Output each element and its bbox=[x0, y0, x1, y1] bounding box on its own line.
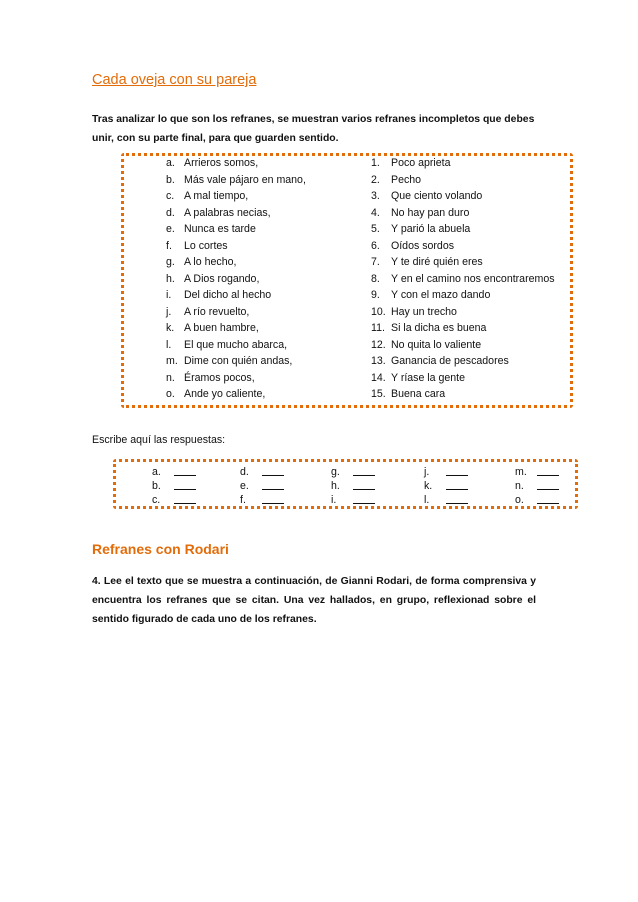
answer-slot bbox=[152, 493, 196, 507]
answer-letter: k. bbox=[424, 480, 433, 492]
answer-blank-line[interactable] bbox=[353, 479, 375, 490]
answer-slot bbox=[240, 465, 284, 479]
proverb-ending-item bbox=[371, 337, 555, 354]
item-letter: j. bbox=[166, 305, 172, 318]
item-text: A lo hecho, bbox=[184, 256, 237, 268]
proverb-beginning-item bbox=[166, 254, 306, 271]
item-text: Lo cortes bbox=[184, 239, 228, 252]
item-text: Éramos pocos, bbox=[184, 371, 255, 384]
item-text: A río revuelto, bbox=[184, 305, 250, 318]
item-text: A buen hambre, bbox=[184, 322, 259, 334]
item-number: 15. bbox=[371, 388, 386, 400]
answer-column bbox=[240, 465, 284, 507]
item-text: Poco aprieta bbox=[391, 157, 451, 169]
answer-letter: l. bbox=[424, 494, 430, 506]
item-letter: b. bbox=[166, 173, 175, 186]
proverb-ending-item bbox=[371, 238, 555, 255]
proverb-beginning-item bbox=[166, 353, 306, 370]
item-letter: i. bbox=[166, 289, 172, 301]
item-text: Del dicho al hecho bbox=[184, 289, 272, 301]
answer-letter: f. bbox=[240, 494, 246, 506]
proverb-beginning-item bbox=[166, 205, 306, 222]
item-letter: f. bbox=[166, 239, 172, 252]
answer-letter: i. bbox=[331, 494, 337, 506]
answer-slot bbox=[240, 493, 284, 507]
proverb-beginning-item bbox=[166, 386, 306, 403]
proverb-beginning-item bbox=[166, 320, 306, 337]
answer-blank-line[interactable] bbox=[353, 493, 375, 504]
proverb-beginning-item bbox=[166, 304, 306, 321]
answer-letter: m. bbox=[515, 466, 527, 478]
item-number: 5. bbox=[371, 223, 380, 235]
answer-blank-line[interactable] bbox=[446, 493, 468, 504]
proverb-ending-item bbox=[371, 287, 555, 304]
proverb-endings-list bbox=[371, 155, 555, 403]
item-letter: d. bbox=[166, 206, 175, 219]
item-text: Nunca es tarde bbox=[184, 223, 256, 235]
answer-column bbox=[331, 465, 375, 507]
item-number: 6. bbox=[371, 239, 380, 252]
item-text: Pecho bbox=[391, 173, 422, 186]
item-text: A palabras necias, bbox=[184, 206, 271, 219]
answer-blank-line[interactable] bbox=[446, 479, 468, 490]
proverb-beginning-item bbox=[166, 337, 306, 354]
answer-column bbox=[515, 465, 559, 507]
item-letter: k. bbox=[166, 322, 175, 334]
item-text: El que mucho abarca, bbox=[184, 338, 288, 351]
proverb-beginning-item bbox=[166, 155, 306, 172]
proverb-ending-item bbox=[371, 205, 555, 222]
item-letter: c. bbox=[166, 190, 175, 202]
item-text: Arrieros somos, bbox=[184, 157, 259, 169]
item-letter: o. bbox=[166, 388, 175, 400]
item-text: Y parió la abuela bbox=[391, 223, 471, 235]
answer-letter: j. bbox=[424, 466, 430, 478]
item-number: 9. bbox=[371, 289, 380, 301]
item-text: Ande yo caliente, bbox=[184, 388, 266, 400]
answer-slot bbox=[331, 479, 375, 493]
answer-slot bbox=[152, 465, 196, 479]
proverb-ending-item bbox=[371, 254, 555, 271]
answer-letter: a. bbox=[152, 466, 161, 478]
answer-blank-line[interactable] bbox=[262, 479, 284, 490]
item-letter: l. bbox=[166, 338, 172, 351]
item-letter: a. bbox=[166, 157, 175, 169]
item-letter: h. bbox=[166, 272, 175, 285]
answer-letter: h. bbox=[331, 480, 340, 492]
proverb-ending-item bbox=[371, 271, 555, 288]
item-number: 13. bbox=[371, 355, 386, 367]
answer-blank-line[interactable] bbox=[537, 465, 559, 476]
answer-slot bbox=[515, 479, 559, 493]
item-letter: n. bbox=[166, 371, 175, 384]
proverb-ending-item bbox=[371, 221, 555, 238]
answer-letter: d. bbox=[240, 466, 249, 478]
item-text: Y te diré quién eres bbox=[391, 256, 483, 268]
answer-letter: e. bbox=[240, 480, 249, 492]
item-text: Y con el mazo dando bbox=[391, 289, 491, 301]
item-number: 14. bbox=[371, 371, 386, 384]
section-title-cada-oveja: Cada oveja con su pareja bbox=[92, 72, 257, 88]
item-text: Buena cara bbox=[391, 388, 446, 400]
proverb-beginning-item bbox=[166, 287, 306, 304]
item-text: Hay un trecho bbox=[391, 305, 457, 318]
rodari-instructions: 4. Lee el texto que se muestra a continuación, de Gianni Rodari, de forma comprensiva y encuentra los refranes que se citan. Una vez hallados, en grupo, reflexionad sobre el sentido figurado de cada uno de los refranes. bbox=[92, 576, 536, 625]
item-number: 11. bbox=[371, 322, 385, 334]
proverb-ending-item bbox=[371, 172, 555, 189]
item-text: Dime con quién andas, bbox=[184, 355, 293, 367]
answer-slot bbox=[331, 493, 375, 507]
answer-blank-line[interactable] bbox=[262, 465, 284, 476]
item-text: A mal tiempo, bbox=[184, 190, 249, 202]
proverb-beginning-item bbox=[166, 370, 306, 387]
proverb-ending-item bbox=[371, 370, 555, 387]
answer-letter: c. bbox=[152, 494, 161, 506]
item-letter: m. bbox=[166, 355, 178, 367]
item-number: 2. bbox=[371, 173, 380, 186]
item-text: Y ríase la gente bbox=[391, 371, 466, 384]
proverb-beginning-item bbox=[166, 221, 306, 238]
intro-line-1: Tras analizar lo que son los refranes, se muestran varios refranes incompletos que debes bbox=[92, 114, 535, 125]
answer-letter: b. bbox=[152, 480, 161, 492]
item-text: Y en el camino nos encontraremos bbox=[391, 272, 555, 285]
section-title-rodari: Refranes con Rodari bbox=[92, 541, 229, 557]
answer-letter: o. bbox=[515, 494, 524, 506]
proverb-beginning-item bbox=[166, 271, 306, 288]
proverb-ending-item bbox=[371, 353, 555, 370]
answers-label: Escribe aquí las respuestas: bbox=[92, 434, 226, 446]
item-number: 4. bbox=[371, 206, 380, 219]
intro-line-2: unir, con su parte final, para que guarden sentido. bbox=[92, 133, 339, 144]
answer-column bbox=[152, 465, 196, 507]
item-number: 3. bbox=[371, 190, 380, 202]
answer-slot bbox=[515, 493, 559, 507]
item-text: No hay pan duro bbox=[391, 206, 470, 219]
answer-slot bbox=[424, 479, 468, 493]
answer-blank-line[interactable] bbox=[174, 479, 196, 490]
answer-letter: g. bbox=[331, 466, 340, 478]
answer-blank-line[interactable] bbox=[353, 465, 375, 476]
proverb-ending-item bbox=[371, 386, 555, 403]
answer-blank-line[interactable] bbox=[174, 493, 196, 504]
item-text: Oídos sordos bbox=[391, 239, 455, 252]
item-letter: e. bbox=[166, 223, 175, 235]
item-letter: g. bbox=[166, 256, 175, 268]
item-number: 1. bbox=[371, 157, 380, 169]
answer-column bbox=[424, 465, 468, 507]
item-number: 12. bbox=[371, 338, 386, 351]
answer-slot bbox=[515, 465, 559, 479]
answer-slot bbox=[240, 479, 284, 493]
item-text: A Dios rogando, bbox=[184, 272, 260, 285]
item-number: 8. bbox=[371, 272, 380, 285]
item-text: Más vale pájaro en mano, bbox=[184, 173, 306, 186]
proverb-ending-item bbox=[371, 320, 555, 337]
answer-blank-line[interactable] bbox=[262, 493, 284, 504]
proverb-beginnings-list bbox=[166, 155, 306, 403]
proverb-beginning-item bbox=[166, 238, 306, 255]
item-text: No quita lo valiente bbox=[391, 338, 482, 351]
answer-slot bbox=[424, 465, 468, 479]
answer-slot bbox=[152, 479, 196, 493]
item-number: 10. bbox=[371, 305, 386, 318]
proverb-ending-item bbox=[371, 304, 555, 321]
answer-slot bbox=[424, 493, 468, 507]
proverb-ending-item bbox=[371, 188, 555, 205]
answer-blank-line[interactable] bbox=[174, 465, 196, 476]
item-number: 7. bbox=[371, 256, 380, 268]
answer-blank-line[interactable] bbox=[537, 493, 559, 504]
proverb-ending-item bbox=[371, 155, 555, 172]
proverb-beginning-item bbox=[166, 172, 306, 189]
item-text: Ganancia de pescadores bbox=[391, 355, 509, 367]
answer-slot bbox=[331, 465, 375, 479]
answer-blank-line[interactable] bbox=[537, 479, 559, 490]
answer-letter: n. bbox=[515, 480, 524, 492]
answer-blank-line[interactable] bbox=[446, 465, 468, 476]
proverb-beginning-item bbox=[166, 188, 306, 205]
item-text: Si la dicha es buena bbox=[391, 322, 487, 334]
item-text: Que ciento volando bbox=[391, 190, 483, 202]
